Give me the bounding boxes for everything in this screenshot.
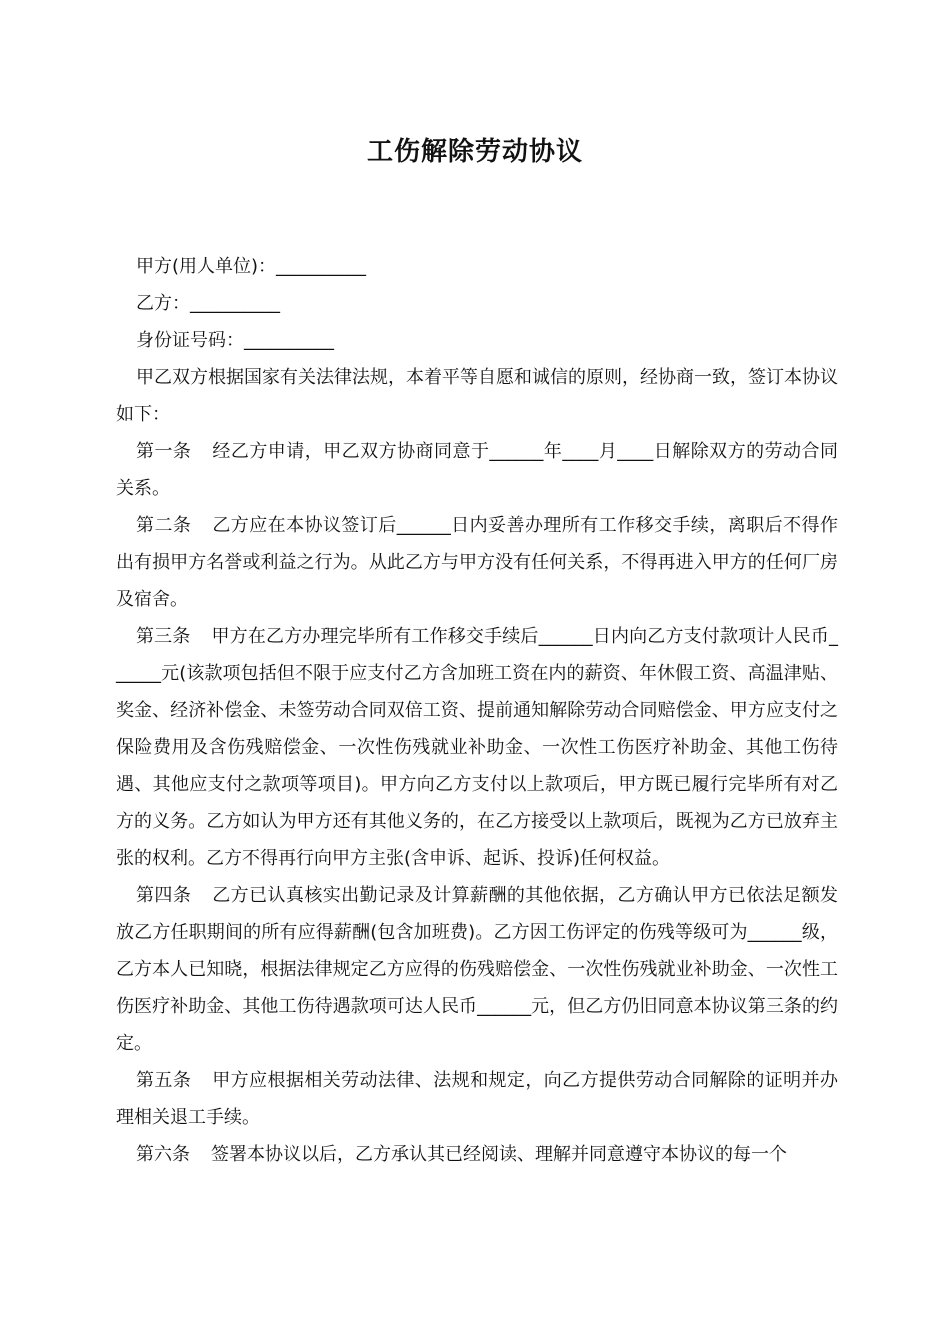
clause-text: 经乙方申请，甲乙双方协商同意于______年____月____日解除双方的劳动合同关系。 <box>116 441 838 499</box>
clause-5 <box>116 1062 838 1136</box>
clause-text: 乙方应在本协议签订后______日内妥善办理所有工作移交手续，离职后不得作出有损甲方名誉或利益之行为。从此乙方与甲方没有任何关系，不得再进入甲方的任何厂房及宿舍。 <box>116 515 839 610</box>
id-number-line: 身份证号码：__________ <box>136 330 334 351</box>
clause-text: 甲方应根据相关劳动法律、法规和规定，向乙方提供劳动合同解除的证明并办理相关退工手续。 <box>116 1070 838 1128</box>
clause-number: 第六条 <box>136 1144 190 1165</box>
clause-number: 第一条 <box>136 441 192 462</box>
clause-1 <box>116 433 838 507</box>
clause-text: 甲方在乙方办理完毕所有工作移交手续后______日内向乙方支付款项计人民币______元(该款项包括但不限于应支付乙方含加班工资在内的薪资、年休假工资、高温津贴、奖金、经济补偿金、未签劳动合同双倍工资、提前通知解除劳动合同赔偿金、甲方应支付之保险费用及含伤残赔偿金、一次性伤残就业补助金、一次性工伤医疗补助金、其他工伤待遇、其他应支付之款项等项目)。甲方向乙方支付以上款项后，甲方既已履行完毕所有对乙方的义务。乙方如认为甲方还有其他义务的，在乙方接受以上款项后，既视为乙方已放弃主张的权利。乙方不得再行向甲方主张(含申诉、起诉、投诉)任何权益。 <box>116 626 838 869</box>
party-a-line: 甲方(用人单位)：__________ <box>136 256 367 277</box>
clause-number: 第四条 <box>136 885 192 906</box>
party-b-line: 乙方：__________ <box>136 293 280 314</box>
clause-number: 第二条 <box>136 515 192 536</box>
clause-6 <box>116 1136 838 1173</box>
clause-3 <box>116 618 838 877</box>
clause-2 <box>116 507 838 618</box>
clause-number: 第五条 <box>136 1070 192 1091</box>
clause-text: 签署本协议以后，乙方承认其已经阅读、理解并同意遵守本协议的每一个 <box>211 1144 787 1165</box>
document-title: 工伤解除劳动协议 <box>366 137 583 167</box>
clause-number: 第三条 <box>136 626 191 647</box>
clause-text: 乙方已认真核实出勤记录及计算薪酬的其他依据，乙方确认甲方已依法足额发放乙方任职期间的所有应得薪酬(包含加班费)。乙方因工伤评定的伤残等级可为______级，乙方本人已知晓，根据法律规定乙方应得的伤残赔偿金、一次性伤残就业补助金、一次性工伤医疗补助金、其他工伤待遇款项可达人民币______元，但乙方仍旧同意本协议第三条的约定。 <box>116 885 838 1054</box>
document-body <box>116 248 838 1173</box>
preamble: 甲乙双方根据国家有关法律法规，本着平等自愿和诚信的原则，经协商一致，签订本协议如下： <box>116 367 838 425</box>
clause-4 <box>116 877 838 1062</box>
